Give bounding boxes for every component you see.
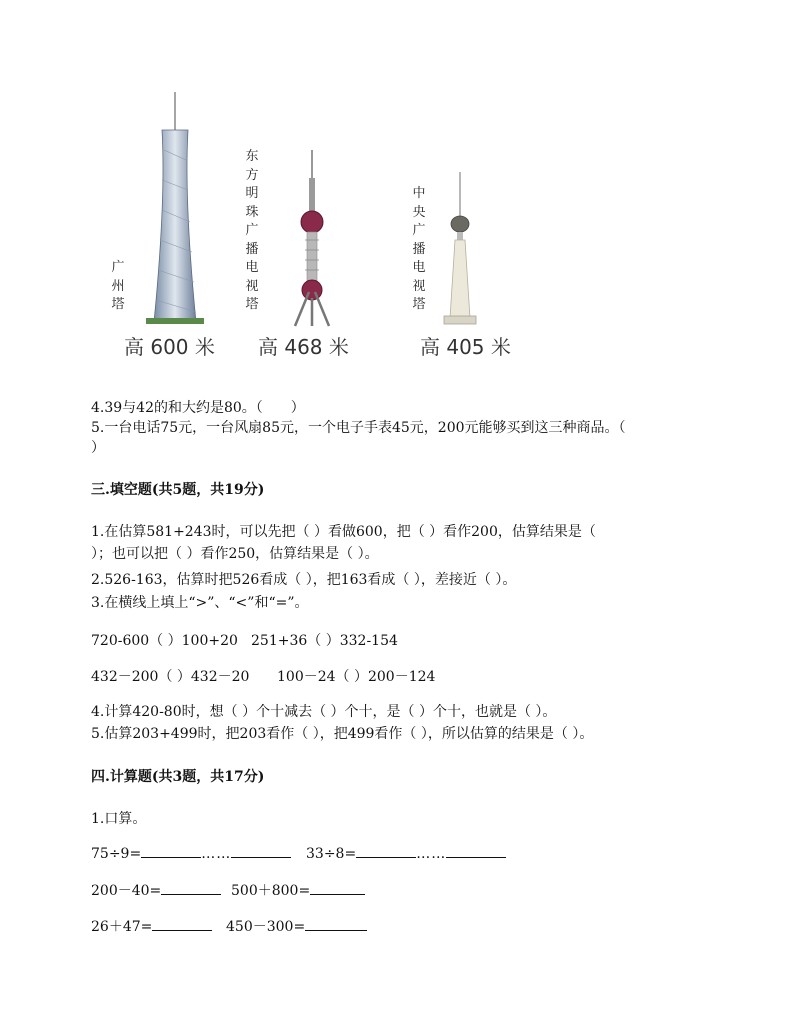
fill-q5: 5.估算203+499时，把203看作（ ），把499看作（ ），所以估算的结果是（ ）。 bbox=[91, 726, 594, 742]
answer-blank[interactable] bbox=[356, 845, 416, 858]
towers-figure bbox=[100, 90, 530, 370]
calc-row3 bbox=[91, 916, 212, 936]
answer-blank[interactable] bbox=[305, 918, 367, 931]
fill-q1-line2: ）；也可以把（ ）看作250，估算结果是（ ）。 bbox=[91, 546, 379, 562]
tower-name-cctv: 中 央 广 播 电 视 塔 bbox=[412, 186, 426, 312]
answer-blank[interactable] bbox=[141, 845, 201, 858]
compare-row2-b: 100－24（ ）200－124 bbox=[277, 669, 436, 685]
answer-blank[interactable] bbox=[446, 845, 506, 858]
calc-row1 bbox=[91, 845, 291, 862]
calc-row2-b bbox=[231, 880, 365, 900]
answer-blank[interactable] bbox=[152, 918, 212, 931]
calc-r3-a: 26＋47= bbox=[91, 919, 153, 935]
calc-r3-b: 450－300= bbox=[226, 919, 306, 935]
calc-row1-b bbox=[306, 845, 506, 862]
fill-q1-line1: 1.在估算581+243时，可以先把（ ）看做600，把（ ）看作200，估算结果是（ bbox=[91, 524, 596, 540]
cctv-tower-icon bbox=[440, 170, 480, 326]
tower-height-cctv: 高 405 米 bbox=[420, 335, 511, 359]
answer-blank[interactable] bbox=[161, 882, 221, 895]
remainder-dots: …… bbox=[416, 846, 447, 862]
section-fill-title: 三.填空题(共5题，共19分) bbox=[91, 482, 265, 498]
fill-q2: 2.526-163，估算时把526看成（ ），把163看成（ ），差接近（ ）。 bbox=[91, 572, 517, 588]
judge-q4: 4.39与42的和大约是80。（ ） bbox=[91, 400, 305, 416]
calc-r1-b: 33÷8= bbox=[306, 846, 357, 862]
judge-q5-line1: 5.一台电话75元，一台风扇85元，一个电子手表45元，200元能够买到这三种商品。（ bbox=[91, 420, 626, 436]
compare-row1-a: 720-600（ ）100+20 bbox=[91, 633, 238, 649]
tower-name-canton: 广 州 塔 bbox=[111, 260, 125, 312]
remainder-dots: …… bbox=[201, 846, 232, 862]
calc-r2-b: 500＋800= bbox=[231, 883, 311, 899]
calc-r2-a: 200－40= bbox=[91, 883, 162, 899]
compare-row1-b: 251+36（ ）332-154 bbox=[251, 633, 398, 649]
fill-q3: 3.在横线上填上“>”、“<”和“=”。 bbox=[91, 595, 309, 611]
tower-height-oriental-pearl: 高 468 米 bbox=[258, 335, 349, 359]
answer-blank[interactable] bbox=[310, 882, 365, 895]
judge-q5-line2: ） bbox=[91, 440, 105, 456]
compare-row2-a: 432－200（ ）432－20 bbox=[91, 669, 250, 685]
answer-blank[interactable] bbox=[231, 845, 291, 858]
tower-name-oriental-pearl: 东 方 明 珠 广 播 电 视 塔 bbox=[245, 149, 259, 312]
calc-q1: 1.口算。 bbox=[91, 811, 147, 827]
calc-r1-a: 75÷9= bbox=[91, 846, 142, 862]
oriental-pearl-tower-icon bbox=[287, 148, 337, 328]
calc-row2 bbox=[91, 880, 221, 900]
fill-q4: 4.计算420-80时，想（ ）个十减去（ ）个十，是（ ）个十，也就是（ ）。 bbox=[91, 704, 557, 720]
section-calc-title: 四.计算题(共3题，共17分) bbox=[91, 769, 265, 785]
canton-tower-icon bbox=[140, 90, 210, 326]
tower-height-canton: 高 600 米 bbox=[124, 335, 215, 359]
calc-row3-b bbox=[226, 916, 367, 936]
